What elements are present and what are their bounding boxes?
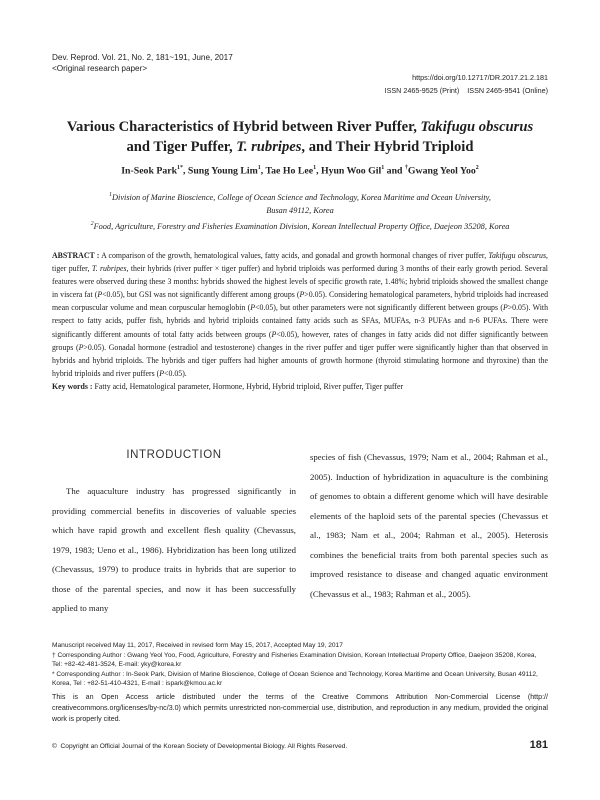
affiliation-1: $^1$Division of Marine Bioscience, College of Ocean Science and Technology, Korea Maritime and Ocean University, Busan 49112, Korea (109, 192, 491, 215)
issn-line: ISSN 2465-9525 (Print) ISSN 2465-9541 (Online) (384, 86, 548, 95)
section-heading-introduction: INTRODUCTION (126, 449, 222, 461)
journal-citation (52, 52, 233, 74)
affiliation-2: $^2$Food, Agriculture, Forestry and Fisheries Examination Division, Korean Intellectual Property Office, Daejeon 35208, Korea (90, 221, 510, 231)
author-name: , Hyun Woo Gil (316, 165, 382, 177)
corresponding-author-footnote: † Corresponding Author : Gwang Yeol Yoo, Food, Agriculture, Forestry and Fisheries Examination Division, Korean Intellectual Property Office, Daejeon 35208, Korea, Tel: +82-42-481-3524, E-mail: yky@korea.kr (52, 651, 537, 669)
abstract-label: ABSTRACT : (52, 251, 100, 260)
species-name: T. rubripes (236, 138, 302, 155)
article-type-label: <Original research paper> (52, 64, 148, 73)
author-name: , Tae Ho Lee (260, 165, 314, 177)
abstract: ABSTRACT : A comparison of the growth, hematological values, fatty acids, and gonadal and growth hormonal changes of river puffer, Takifugu obscurus, tiger puffer, T. rubripes, their hybrids (river puffer × tiger puffer) and hybrid triploids was performed during 3 months of their early growth period. Several features were observed during these 3 months: hybrids showed the highest levels of specific growth rate, 1.48%; hybrid triploids showed the smallest change in viscera fat (P<0.05), but GSI was not significantly different among groups (P>0.05). Considering hematological parameters, hybrid triploids had increased mean corpuscular volume and mean corpuscular hemoglobin (P<0.05), but other parameters were not significantly different between groups (P>0.05). With respect to fatty acids, puffer fish, hybrids and hybrid triploids contained fatty acids such as SFAs, MUFAs, n-3 PUFAs and n-6 PUFAs. There were significantly different amounts of total fatty acids between groups (P<0.05), however, rates of changes in fatty acids did not differ significantly between groups (P>0.05). Gonadal hormone (estradiol and testosterone) changes in the river puffer and tiger puffer were significantly higher than that observed in hybrids and hybrid triploids. The hybrids and tiger puffers had higher amounts of growth hormone (thyroid stimulating hormone and thyroxine) than the hybrid triploids and river puffers (P<0.05). Key words : Fatty acid, Hematological parameter, Hormone, Hybrid, Hybrid triploid, River puffer, Tiger puffer (52, 249, 548, 393)
license-statement: This is an Open Access article distributed under the terms of the Creative Commons Attribution Non-Commercial License (http:// creativecommons.org/licenses/by-nc/3.0) which permits unrestricted non-commercial use, distribution, and reproduction in any medium, provided the original work is properly cited. (52, 693, 548, 723)
keywords: Key words : Fatty acid, Hematological parameter, Hormone, Hybrid, Hybrid triploid, River puffer, Tiger puffer (52, 381, 404, 391)
copyright-notice: © Copyright an Official Journal of the Korean Society of Developmental Biology. All Rights Reserved. (52, 743, 348, 750)
keywords-label: Key words : (52, 381, 93, 391)
doi-link[interactable]: https://doi.org/10.12717/DR.2017.21.2.181 (412, 73, 548, 82)
journal-volume-line: Dev. Reprod. Vol. 21, No. 2, 181~191, June, 2017 (52, 53, 233, 62)
author-name: Gwang Yeol Yoo (407, 165, 476, 177)
footnotes (52, 641, 548, 689)
author-name: , Sung Young Lim (183, 165, 258, 177)
page-number: 181 (529, 739, 548, 751)
author-list: In-Seok Park$^{1*}$, Sung Young Lim$^1$, Tae Ho Lee$^1$, Hyun Woo Gil$^1$ and †Gwang Yeol Yoo$^2$ (121, 165, 479, 177)
author-name: In-Seok Park (121, 165, 178, 177)
manuscript-dates: Manuscript received May 11, 2017, Received in revised form May 15, 2017, Accepted May 19, 2017 (52, 642, 343, 649)
doi-issn-block (385, 71, 548, 97)
paper-title: Various Characteristics of Hybrid between River Puffer, Takifugu obscurus and Tiger Puffer, T. rubripes, and Their Hybrid Triploid (66, 119, 534, 155)
corresponding-author-footnote: * Corresponding Author : In-Seok Park, Division of Marine Bioscience, College of Ocean Science and Technology, Korea Maritime and Ocean University, Busan 49112, Korea, Tel : +82-51-410-4321, E-mail : ispark@kmou.ac.kr (52, 670, 538, 688)
species-name: Takifugu obscurus (420, 119, 534, 135)
body-text-column-1: The aquaculture industry has progressed significantly in providing commercial benefits in discoveries of valuable species which have rapid growth and excellent flesh quality (Chevassus, 1979, 1983; Ueno et al., 1986). Hybridization has been long utilized (Chevassus, 1979) to produce traits in hybrids that are superior to those of the parental species, and now it has been successfully applied to many (52, 486, 296, 613)
body-text-column-2: species of fish (Chevassus, 1979; Nam et al., 2004; Rahman et al., 2005). Induction of hybridization in aquaculture is the combining of genomes to obtain a different genome which will have desirable elements of the haploid sets of the parental species (Chevassus et al., 1983; Nam et al., 2004; Rahman et al., 2005). Heterosis combines the beneficial traits from both parental species such as improved resistance to disease and changed aquatic environment (Chevassus et al., 1983; Rahman et al., 2005). (310, 452, 548, 599)
